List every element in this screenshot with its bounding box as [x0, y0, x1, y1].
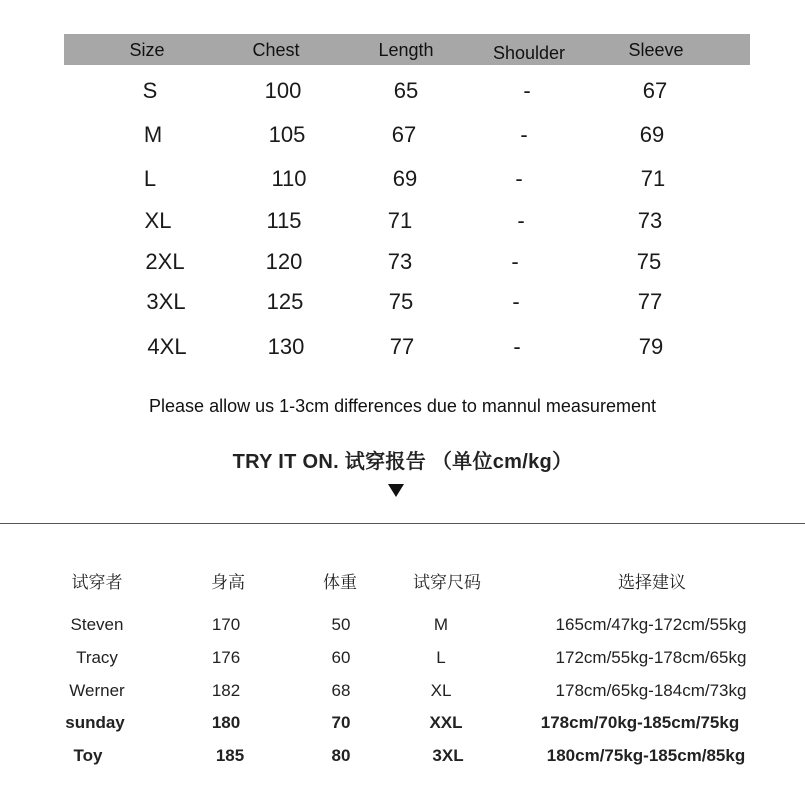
section-divider [0, 523, 805, 524]
try-on-cell-height: 182 [211, 681, 241, 700]
try-on-cell-height: 180 [211, 713, 241, 732]
size-chart-cell-chest: 110 [271, 166, 307, 191]
size-chart-cell-length: 77 [389, 334, 415, 359]
try-on-cell-tester: Toy [73, 746, 103, 765]
size-chart-cell-shoulder: - [520, 122, 528, 147]
try-on-cell-tester: Steven [70, 615, 124, 634]
size-chart-cell-shoulder: - [513, 334, 521, 359]
try-on-cell-tester: Tracy [76, 648, 118, 667]
size-chart-cell-length: 65 [393, 78, 419, 103]
size-chart-cell-shoulder: - [515, 166, 523, 191]
size-chart-cell-length: 69 [392, 166, 418, 191]
try-on-cell-suggestion: 180cm/75kg-185cm/85kg [546, 746, 746, 765]
measurement-note: Please allow us 1-3cm differences due to mannul measurement [149, 396, 656, 416]
size-chart-cell-sleeve: 69 [639, 122, 665, 147]
try-on-cell-weight: 68 [331, 681, 351, 700]
try-on-cell-tester: Werner [69, 681, 125, 700]
size-chart-header-length: Length [378, 40, 434, 60]
size-chart-cell-size: 4XL [147, 334, 187, 359]
size-chart-cell-shoulder: - [517, 208, 525, 233]
size-chart-cell-chest: 100 [264, 78, 302, 103]
size-chart-header-shoulder: Shoulder [492, 43, 566, 63]
try-on-header-tester: 试穿者 [71, 573, 123, 592]
try-on-cell-size: M [433, 615, 449, 634]
size-chart-cell-length: 71 [387, 208, 413, 233]
try-on-header-weight: 体重 [323, 573, 357, 592]
size-chart-cell-sleeve: 73 [637, 208, 663, 233]
try-on-title: TRY IT ON. 试穿报告 （单位cm/kg） [232, 451, 573, 473]
size-chart-cell-shoulder: - [512, 289, 520, 314]
size-chart-cell-size: 2XL [145, 249, 185, 274]
size-chart-cell-length: 73 [387, 249, 413, 274]
try-on-header-suggestion: 选择建议 [618, 573, 686, 592]
try-on-cell-suggestion: 178cm/70kg-185cm/75kg [540, 713, 740, 732]
try-on-cell-tester: sunday [65, 713, 125, 732]
size-chart-cell-sleeve: 71 [640, 166, 666, 191]
size-chart-cell-sleeve: 67 [642, 78, 668, 103]
try-on-cell-size: XXL [429, 713, 463, 732]
try-on-header-size: 试穿尺码 [413, 573, 481, 592]
size-chart-cell-shoulder: - [523, 78, 531, 103]
try-on-cell-size: 3XL [432, 746, 464, 765]
try-on-cell-suggestion: 165cm/47kg-172cm/55kg [555, 615, 747, 634]
size-chart-cell-chest: 105 [268, 122, 306, 147]
try-on-cell-weight: 60 [331, 648, 351, 667]
size-chart-cell-chest: 120 [265, 249, 303, 274]
size-chart-cell-size: M [143, 122, 163, 147]
size-chart-cell-chest: 115 [266, 208, 302, 233]
size-chart-header-size: Size [129, 40, 165, 60]
try-on-cell-suggestion: 178cm/65kg-184cm/73kg [555, 681, 747, 700]
try-on-cell-height: 170 [211, 615, 241, 634]
size-chart-cell-sleeve: 79 [638, 334, 664, 359]
size-chart-cell-size: 3XL [146, 289, 186, 314]
try-on-cell-suggestion: 172cm/55kg-178cm/65kg [555, 648, 747, 667]
size-chart-cell-size: XL [144, 208, 172, 233]
try-on-cell-height: 185 [215, 746, 245, 765]
triangle-down-icon [388, 484, 404, 497]
size-chart-cell-sleeve: 75 [636, 249, 662, 274]
try-on-cell-weight: 50 [331, 615, 351, 634]
size-chart-cell-chest: 125 [266, 289, 304, 314]
size-chart-cell-chest: 130 [267, 334, 305, 359]
size-chart-header-sleeve: Sleeve [628, 40, 684, 60]
try-on-cell-size: L [436, 648, 446, 667]
size-chart-cell-sleeve: 77 [637, 289, 663, 314]
size-chart-header-chest: Chest [252, 40, 300, 60]
try-on-cell-size: XL [430, 681, 452, 700]
size-chart-cell-length: 75 [388, 289, 414, 314]
size-chart-cell-size: S [142, 78, 158, 103]
size-chart-cell-length: 67 [391, 122, 417, 147]
try-on-header-height: 身高 [211, 573, 245, 592]
try-on-cell-height: 176 [211, 648, 241, 667]
try-on-cell-weight: 80 [331, 746, 351, 765]
size-chart-cell-size: L [143, 166, 157, 191]
size-chart-cell-shoulder: - [511, 249, 519, 274]
try-on-cell-weight: 70 [331, 713, 351, 732]
